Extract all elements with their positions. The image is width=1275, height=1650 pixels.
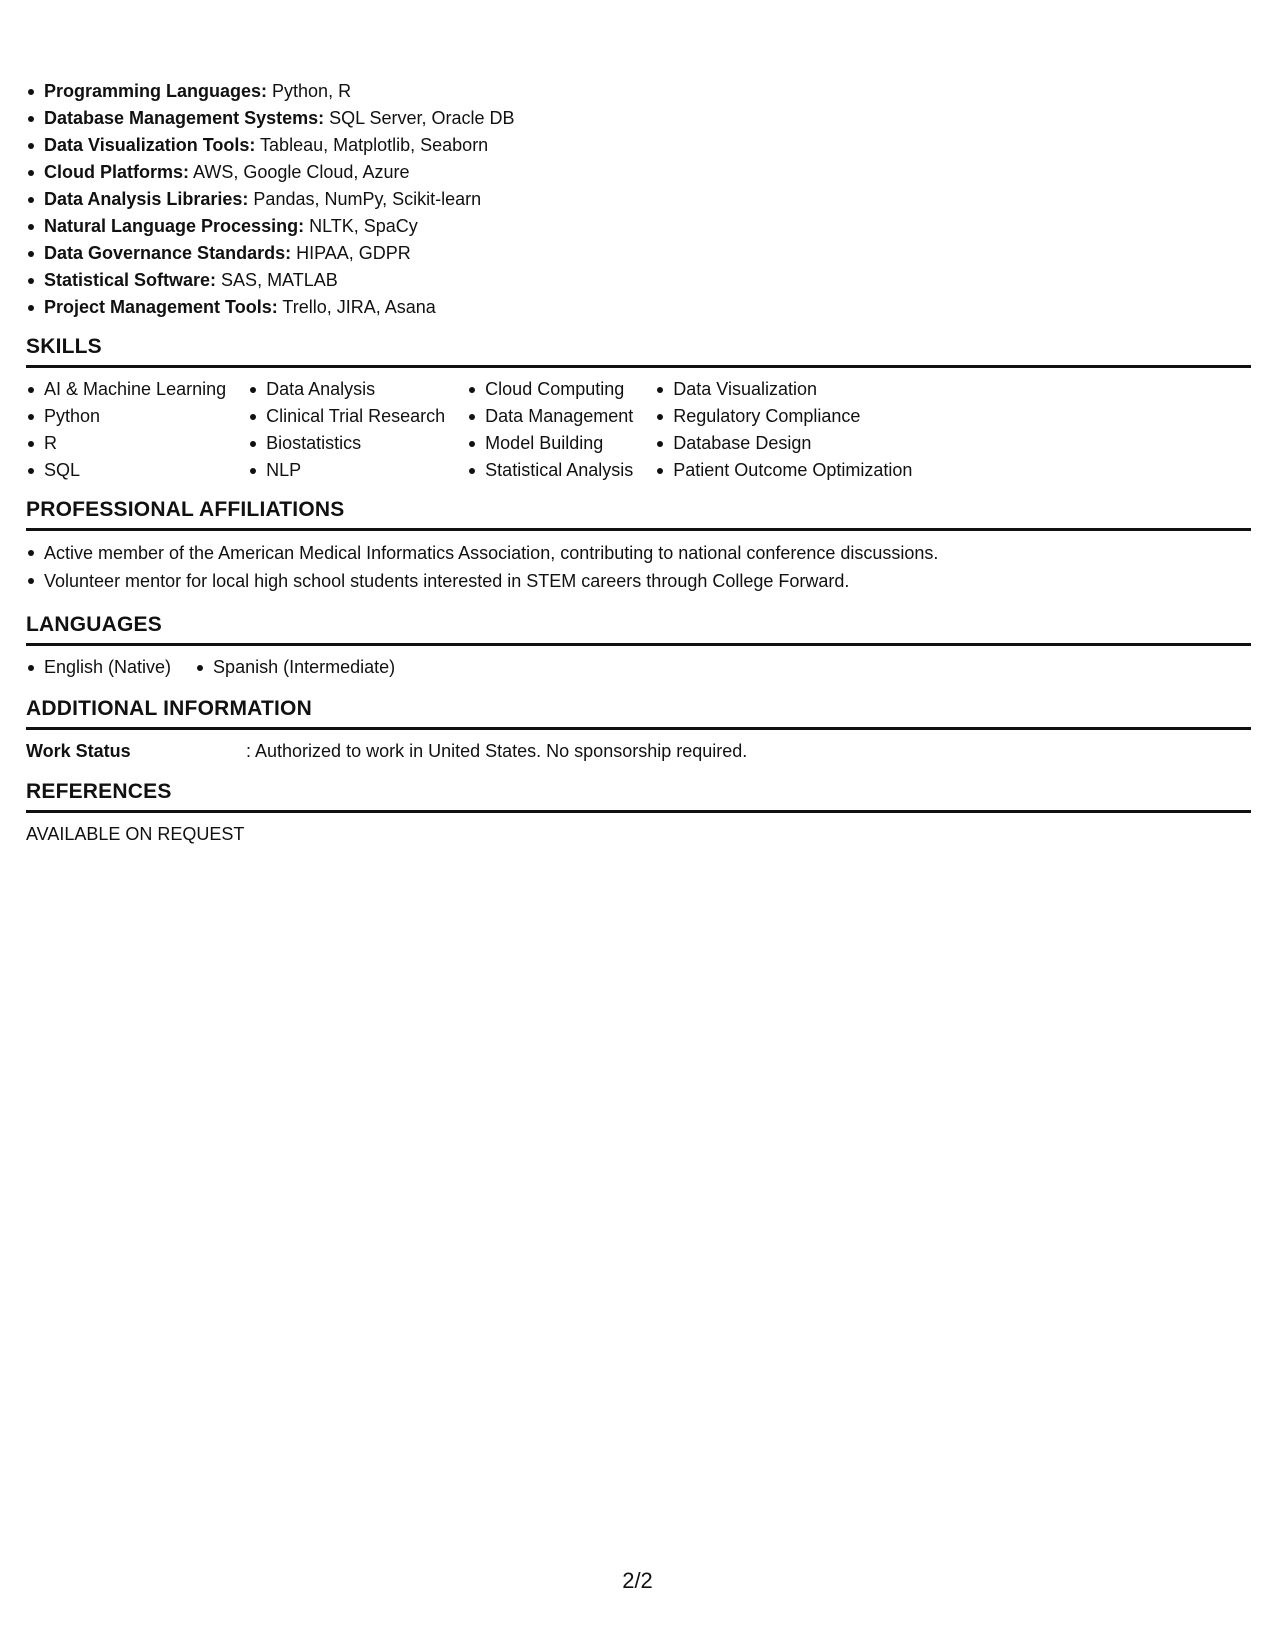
list-item: Cloud Computing [467, 376, 633, 403]
list-item: NLP [248, 457, 445, 484]
list-item [26, 159, 1251, 186]
item-value: SAS, MATLAB [216, 270, 338, 290]
section-title: SKILLS [26, 333, 1251, 368]
languages-list [26, 654, 1251, 681]
item-key: Data Visualization Tools: [44, 135, 256, 155]
list-item: R [26, 430, 226, 457]
list-item: Data Management [467, 403, 633, 430]
skills-column [26, 376, 226, 484]
list-item: Database Design [655, 430, 912, 457]
list-item: Data Visualization [655, 376, 912, 403]
list-item [26, 105, 1251, 132]
list-item: SQL [26, 457, 226, 484]
section-title: REFERENCES [26, 778, 1251, 813]
list-item: Patient Outcome Optimization [655, 457, 912, 484]
skills-column [655, 376, 912, 484]
info-key: Work Status [26, 741, 131, 761]
list-item [26, 78, 1251, 105]
list-item [26, 132, 1251, 159]
list-item [26, 267, 1251, 294]
page-number: 2/2 [622, 1568, 653, 1593]
list-item [26, 186, 1251, 213]
info-value: : Authorized to work in United States. No sponsorship required. [246, 741, 748, 761]
item-value: AWS, Google Cloud, Azure [189, 162, 410, 182]
item-key: Statistical Software: [44, 270, 217, 290]
item-value: NLTK, SpaCy [304, 216, 418, 236]
references-section [26, 778, 1251, 847]
list-item: Data Analysis [248, 376, 445, 403]
item-value: Python, R [267, 81, 352, 101]
technical-skills-list [26, 78, 1251, 321]
item-value: Trello, JIRA, Asana [277, 297, 436, 317]
item-key: Database Management Systems: [44, 108, 325, 128]
additional-info-section [26, 695, 1251, 764]
references-text: AVAILABLE ON REQUEST [26, 824, 245, 844]
item-value: SQL Server, Oracle DB [324, 108, 515, 128]
list-item: Model Building [467, 430, 633, 457]
section-title: PROFESSIONAL AFFILIATIONS [26, 496, 1251, 531]
list-item [26, 294, 1251, 321]
item-value: Tableau, Matplotlib, Seaborn [255, 135, 489, 155]
item-key: Data Analysis Libraries: [44, 189, 249, 209]
list-item: Active member of the American Medical Informatics Association, contributing to national conference discussions. [26, 539, 1251, 567]
list-item: Clinical Trial Research [248, 403, 445, 430]
skills-column [467, 376, 633, 484]
item-key: Cloud Platforms: [44, 162, 190, 182]
list-item: Regulatory Compliance [655, 403, 912, 430]
skills-grid [26, 376, 1251, 484]
list-item: Biostatistics [248, 430, 445, 457]
section-title: ADDITIONAL INFORMATION [26, 695, 1251, 730]
list-item: English (Native) [26, 654, 171, 681]
item-value: HIPAA, GDPR [291, 243, 411, 263]
list-item: AI & Machine Learning [26, 376, 226, 403]
list-item: Statistical Analysis [467, 457, 633, 484]
list-item: Volunteer mentor for local high school students interested in STEM careers through College Forward. [26, 567, 1251, 595]
info-row [26, 738, 1251, 764]
skills-section [26, 333, 1251, 484]
skills-column [248, 376, 445, 484]
item-key: Project Management Tools: [44, 297, 278, 317]
item-key: Natural Language Processing: [44, 216, 305, 236]
resume-page [26, 78, 1251, 847]
item-key: Data Governance Standards: [44, 243, 292, 263]
section-title: LANGUAGES [26, 611, 1251, 646]
list-item [26, 213, 1251, 240]
item-key: Programming Languages: [44, 81, 268, 101]
affiliations-section [26, 496, 1251, 595]
affiliations-list [26, 539, 1251, 595]
languages-section [26, 611, 1251, 681]
item-value: Pandas, NumPy, Scikit-learn [248, 189, 482, 209]
list-item: Python [26, 403, 226, 430]
list-item: Spanish (Intermediate) [195, 654, 395, 681]
list-item [26, 240, 1251, 267]
